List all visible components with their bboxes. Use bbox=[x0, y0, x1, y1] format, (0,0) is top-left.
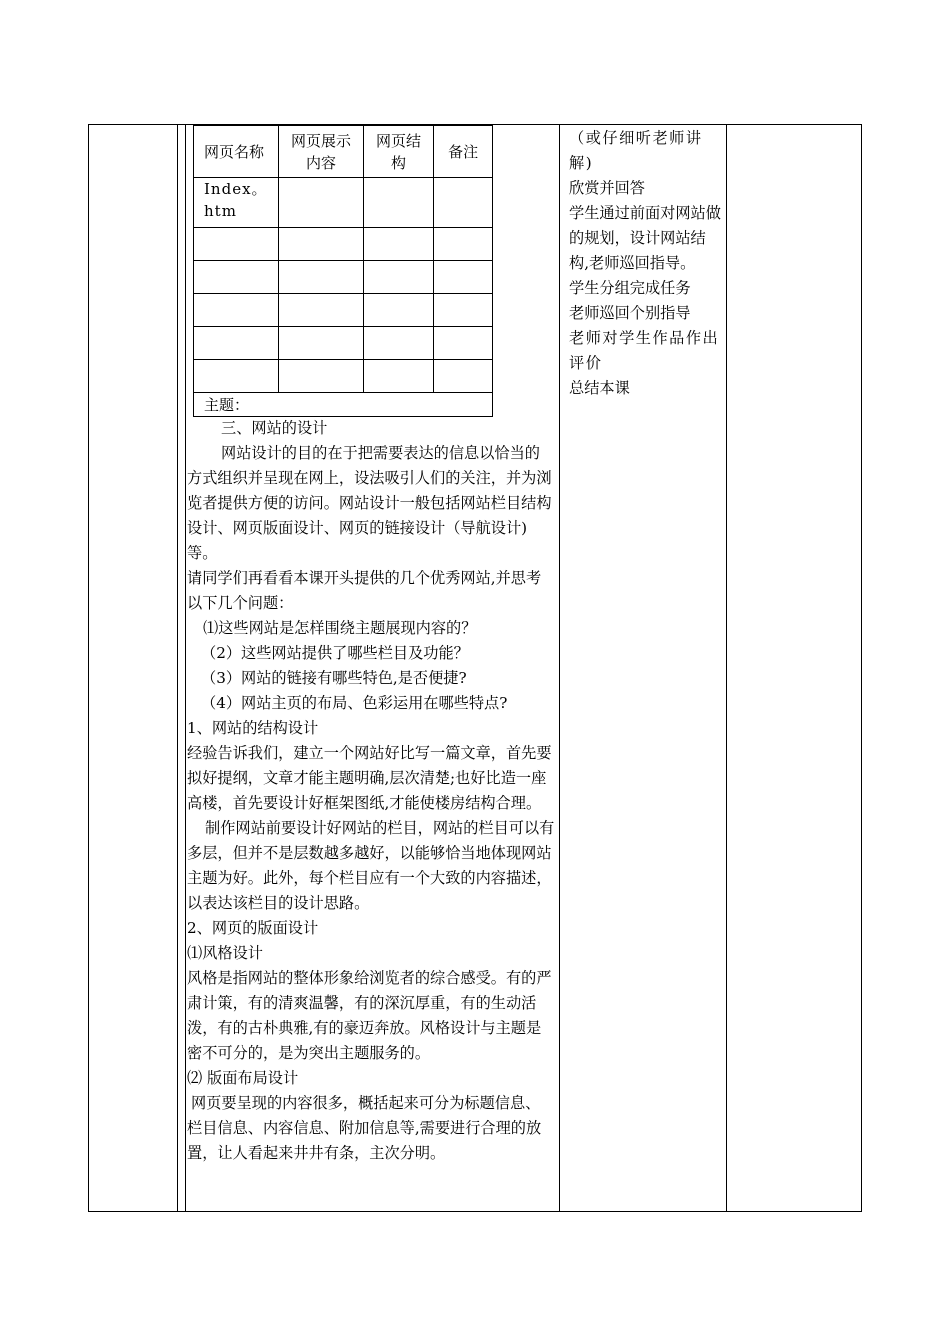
activity-text: 欣赏并回答 bbox=[569, 179, 645, 197]
section-title: 三、网站的设计 bbox=[221, 419, 328, 437]
table-cell bbox=[194, 261, 279, 294]
question-item: ⑴这些网站是怎样围绕主题展现内容的？ bbox=[203, 619, 477, 637]
paragraph: 网站设计的目的在于把需要表达的信息以恰当的方式组织并呈现在网上，设法吸引人们的关注，并为浏览者提供方便的访问。网站设计一般包括网站栏目结构设计、网页版面设计、网页的链接设计（导航设计)等。 bbox=[187, 444, 552, 562]
table-cell bbox=[279, 327, 363, 360]
table-cell bbox=[434, 327, 493, 360]
table-cell bbox=[434, 360, 493, 393]
paragraph: 请同学们再看看本课开头提供的几个优秀网站,并思考以下几个问题： bbox=[187, 569, 542, 612]
activity-text: 学生分组完成任务 bbox=[569, 279, 691, 297]
column-divider bbox=[726, 125, 727, 1211]
table-cell bbox=[194, 228, 279, 261]
subsection-heading: ⑴风格设计 bbox=[187, 944, 263, 962]
paragraph: 制作网站前要设计好网站的栏目，网站的栏目可以有多层，但并不是层数越多越好，以能够恰当地体现网站主题为好。此外，每个栏目应有一个大致的内容描述，以表达该栏目的设计思路。 bbox=[187, 819, 555, 912]
activity-text: 老师对学生作品作出评价 bbox=[569, 329, 720, 372]
table-cell bbox=[363, 327, 434, 360]
header-page-content: 网页展示内容 bbox=[279, 126, 363, 178]
header-page-name: 网页名称 bbox=[194, 126, 279, 178]
paragraph: 经验告诉我们，建立一个网站好比写一篇文章，首先要拟好提纲，文章才能主题明确,层次清楚;也好比造一座高楼，首先要设计好框架图纸,才能使楼房结构合理。 bbox=[187, 744, 552, 812]
column-divider bbox=[559, 125, 560, 1211]
question-item: （2）这些网站提供了哪些栏目及功能？ bbox=[201, 644, 469, 662]
table-cell bbox=[279, 294, 363, 327]
column-divider bbox=[177, 125, 178, 1211]
activity-text: 老师巡回个别指导 bbox=[569, 304, 691, 322]
subsection-heading: ⑵ 版面布局设计 bbox=[187, 1069, 299, 1087]
table-cell bbox=[363, 228, 434, 261]
paragraph: 风格是指网站的整体形象给浏览者的综合感受。有的严肃计策，有的清爽温馨，有的深沉厚重，有的生动活泼，有的古朴典雅,有的豪迈奔放。风格设计与主题是密不可分的，是为突出主题服务的。 bbox=[187, 969, 552, 1062]
table-cell bbox=[363, 261, 434, 294]
question-item: （4）网站主页的布局、色彩运用在哪些特点? bbox=[201, 694, 508, 712]
student-activity-column bbox=[569, 126, 721, 401]
activity-text: （或仔细听老师讲解) bbox=[569, 129, 703, 172]
header-notes: 备注 bbox=[434, 126, 493, 178]
question-item: （3）网站的链接有哪些特色,是否便捷? bbox=[201, 669, 467, 687]
activity-text: 学生通过前面对网站做的规划，设计网站结构,老师巡回指导。 bbox=[569, 204, 721, 272]
table-cell bbox=[194, 327, 279, 360]
table-cell bbox=[279, 228, 363, 261]
main-content bbox=[187, 416, 555, 1166]
table-cell bbox=[363, 178, 434, 228]
table-cell bbox=[363, 294, 434, 327]
paragraph: 网页要呈现的内容很多，概括起来可分为标题信息、栏目信息、内容信息、附加信息等,需要进行合理的放置，让人看起来井井有条，主次分明。 bbox=[187, 1094, 542, 1162]
table-cell bbox=[279, 360, 363, 393]
table-cell bbox=[194, 294, 279, 327]
table-cell bbox=[434, 178, 493, 228]
table-cell bbox=[363, 360, 434, 393]
table-cell bbox=[279, 178, 363, 228]
table-cell bbox=[279, 261, 363, 294]
column-divider bbox=[185, 125, 186, 1211]
table-cell bbox=[434, 261, 493, 294]
table-cell bbox=[194, 360, 279, 393]
subsection-heading: 1、网站的结构设计 bbox=[187, 719, 319, 737]
webpage-plan-table bbox=[193, 125, 493, 417]
table-cell bbox=[434, 228, 493, 261]
table-cell: Index。htm bbox=[194, 178, 279, 228]
table-cell bbox=[434, 294, 493, 327]
header-page-structure: 网页结构 bbox=[363, 126, 434, 178]
subsection-heading: 2、网页的版面设计 bbox=[187, 919, 319, 937]
activity-text: 总结本课 bbox=[569, 379, 630, 397]
table-footer-theme: 主题： bbox=[194, 393, 493, 417]
